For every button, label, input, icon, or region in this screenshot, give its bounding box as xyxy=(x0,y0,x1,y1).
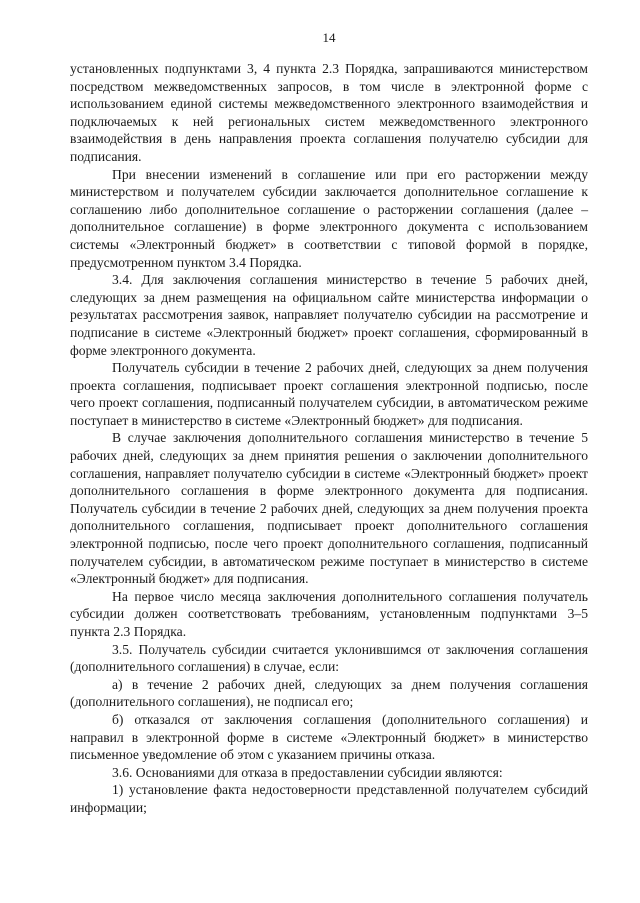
paragraph-continuation: установленных подпунктами 3, 4 пункта 2.3 Порядка, запрашиваются министерством посредством межведомственных запросов, в том числе в электронной форме с использованием единой системы межведомственного электронного взаимодействия и подключаемых к ней региональных систем межведомственного электронного взаимодействия в день направления проекта соглашения получателю субсидии для подписания. xyxy=(70,61,588,164)
list-item-a: а) в течение 2 рабочих дней, следующих за днем получения соглашения (дополнительного соглашения), не подписал его; xyxy=(70,676,588,710)
paragraph-3-6: 3.6. Основаниями для отказа в предоставлении субсидии являются: xyxy=(112,764,503,780)
document-body xyxy=(70,60,588,817)
list-item-1: 1) установление факта недостоверности представленной получателем субсидий информации; xyxy=(70,782,588,815)
list-item-b: б) отказался от заключения соглашения (дополнительного соглашения) и направил в электронной форме в системе «Электронный бюджет» в министерство письменное уведомление об этом с указанием причины отказа. xyxy=(70,711,588,763)
page-number: 14 xyxy=(322,30,336,45)
paragraph-recipient-signing: Получатель субсидии в течение 2 рабочих дней, следующих за днем получения проекта соглашения, подписывает проект соглашения электронной подписью, после чего проект соглашения, подписанный получателем субсидии, в автоматическом режиме поступает в министерство в системе «Электронный бюджет» для подписания. xyxy=(70,360,588,428)
paragraph-additional-agreement: В случае заключения дополнительного соглашения министерство в течение 5 рабочих дней, следующих за днем принятия решения о заключении дополнительного соглашения, направляет получателю субсидии в системе «Электронный бюджет» проект дополнительного соглашения в форме электронного документа для подписания. Получатель субсидии в течение 2 рабочих дней, следующих за днем получения проекта дополнительного соглашения, подписывает проект дополнительного соглашения электронной подписью, после чего проект дополнительного соглашения, подписанный получателем субсидии, в автоматическом режиме поступает в министерство в системе «Электронный бюджет» для подписания. xyxy=(70,430,588,587)
paragraph-requirements: На первое число месяца заключения дополнительного соглашения получатель субсидии должен соответствовать требованиям, установленным подпунктами 3–5 пункта 2.3 Порядка. xyxy=(70,588,588,639)
paragraph-3-4: 3.4. Для заключения соглашения министерство в течение 5 рабочих дней, следующих за днем размещения на официальном сайте министерства информации о результатах рассмотрения заявок, направляет получателю субсидии на рассмотрение и подписание в системе «Электронный бюджет» проект соглашения, сформированный в форме электронного документа. xyxy=(70,272,588,358)
paragraph-3-5: 3.5. Получатель субсидии считается уклонившимся от заключения соглашения (дополнительного соглашения) в случае, если: xyxy=(70,641,588,675)
paragraph-amendment: При внесении изменений в соглашение или при его расторжении между министерством и получателем субсидии заключается дополнительное соглашение к соглашению либо дополнительное соглашение о расторжении соглашения (далее – дополнительное соглашение) в форме электронного документа с использованием системы «Электронный бюджет» в соответствии с типовой формой в порядке, предусмотренном пунктом 3.4 Порядка. xyxy=(70,166,588,270)
